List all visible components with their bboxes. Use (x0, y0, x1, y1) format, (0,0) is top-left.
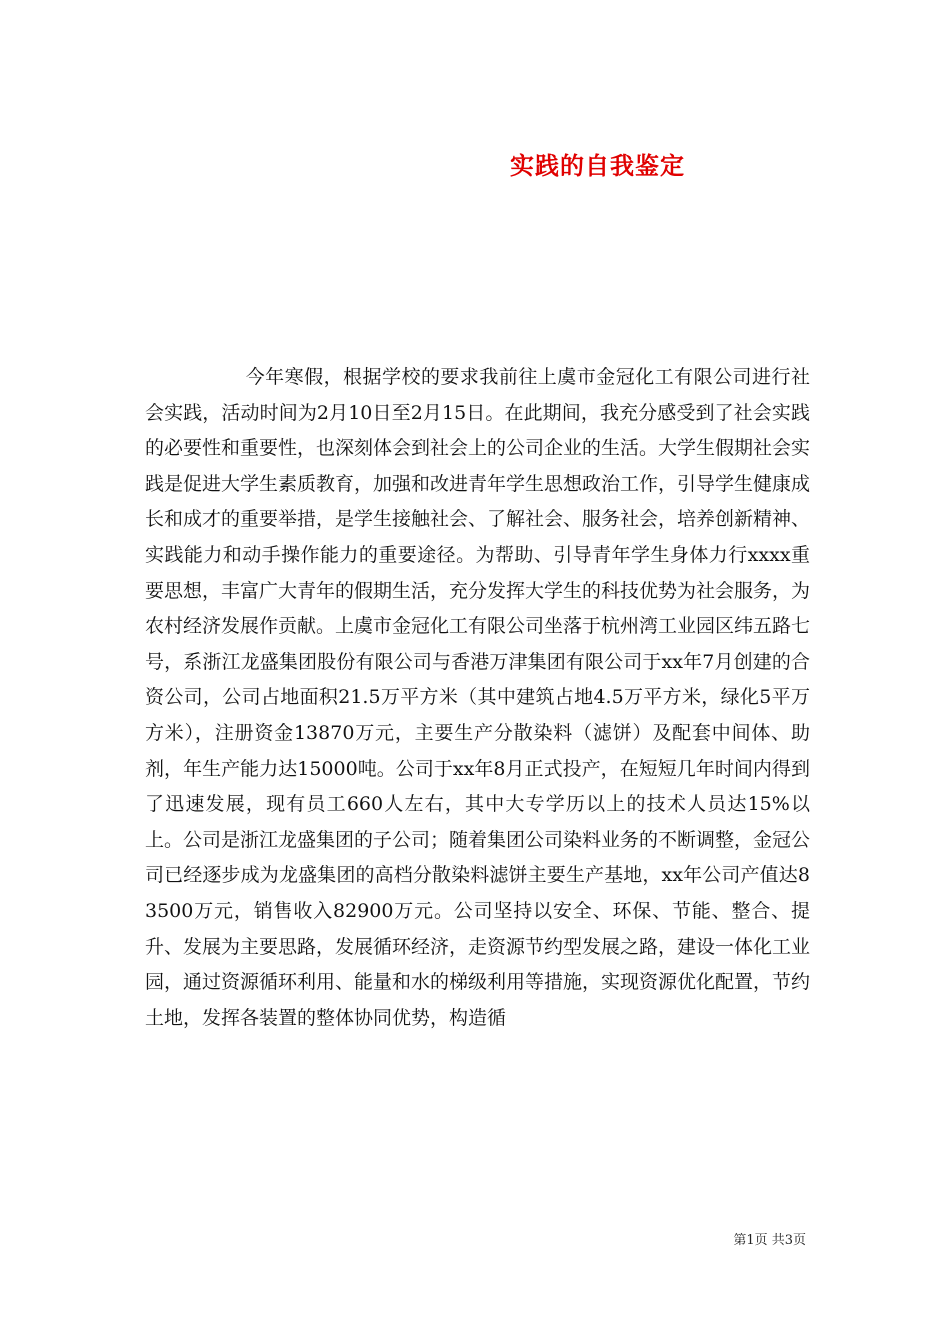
document-title: 实践的自我鉴定 (510, 151, 685, 181)
document-body (145, 360, 810, 1036)
body-paragraph: 今年寒假，根据学校的要求我前往上虞市金冠化工有限公司进行社会实践，活动时间为2月10日至2月15日。在此期间，我充分感受到了社会实践的必要性和重要性，也深刻体会到社会上的公司企业的生活。大学生假期社会实践是促进大学生素质教育，加强和改进青年学生思想政治工作，引导学生健康成长和成才的重要举措，是学生接触社会、了解社会、服务社会，培养创新精神、实践能力和动手操作能力的重要途径。为帮助、引导青年学生身体力行xxxx重要思想，丰富广大青年的假期生活，充分发挥大学生的科技优势为社会服务，为农村经济发展作贡献。上虞市金冠化工有限公司坐落于杭州湾工业园区纬五路七号，系浙江龙盛集团股份有限公司与香港万津集团有限公司于xx年7月创建的合资公司，公司占地面积21.5万平方米（其中建筑占地4.5万平方米，绿化5平万方米），注册资金13870万元，主要生产分散染料（滤饼）及配套中间体、助剂，年生产能力达15000吨。公司于xx年8月正式投产，在短短几年时间内得到了迅速发展，现有员工660人左右，其中大专学历以上的技术人员达15%以上。公司是浙江龙盛集团的子公司；随着集团公司染料业务的不断调整，金冠公司已经逐步成为龙盛集团的高档分散染料滤饼主要生产基地，xx年公司产值达83500万元，销售收入82900万元。公司坚持以安全、环保、节能、整合、提升、发展为主要思路，发展循环经济，走资源节约型发展之路，建设一体化工业园，通过资源循环利用、能量和水的梯级利用等措施，实现资源优化配置，节约土地，发挥各装置的整体协同优势，构造循 (145, 366, 811, 1029)
page-number: 第1页 共3页 (733, 1233, 806, 1248)
